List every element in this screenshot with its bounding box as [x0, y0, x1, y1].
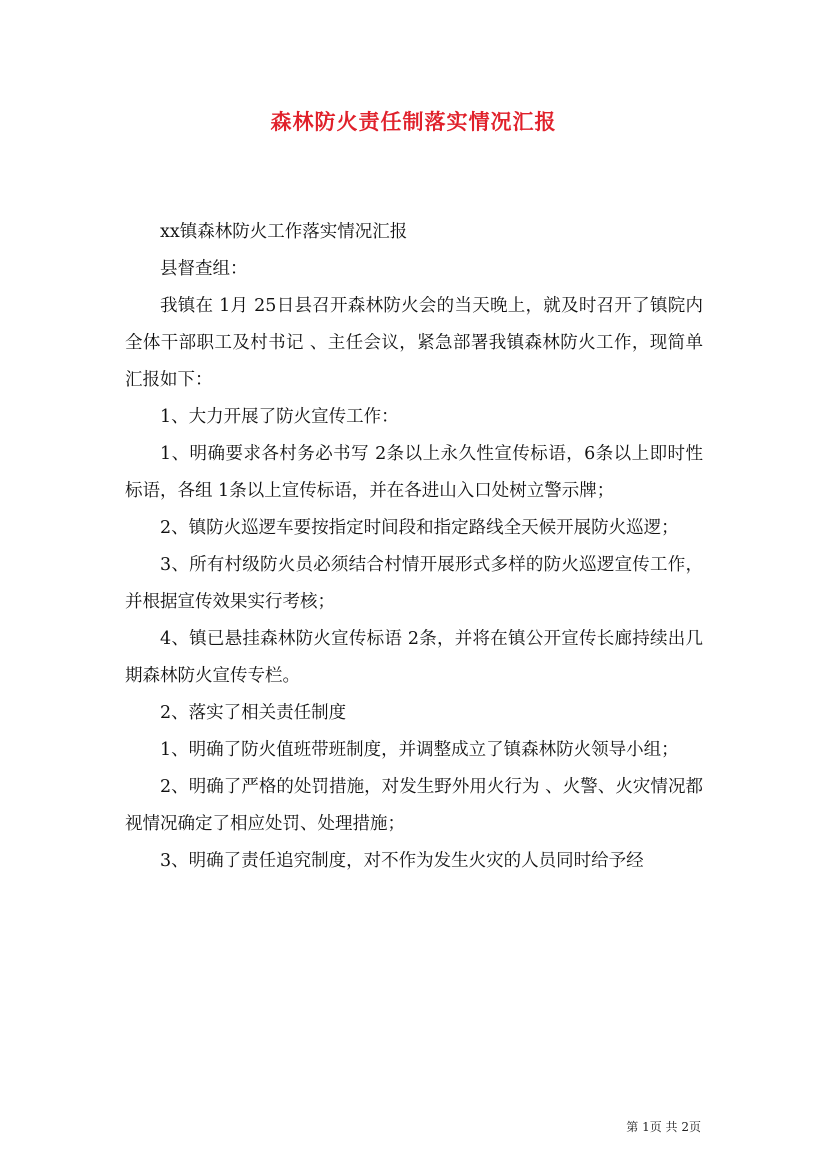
paragraph-item-1-1: 1、明确要求各村务必书写 2条以上永久性宣传标语，6条以上即时性标语，各组 1条以上宣传标语，并在各进山入口处树立警示牌； [125, 444, 703, 501]
document-title: 森林防火责任制落实情况汇报 [270, 109, 557, 134]
section-heading-2: 2、落实了相关责任制度 [160, 703, 347, 723]
paragraph-heading: xx镇森林防火工作落实情况汇报 [160, 222, 408, 242]
paragraph-item-1-3: 3、所有村级防火员必须结合村情开展形式多样的防火巡逻宣传工作，并根据宣传效果实行考核； [125, 555, 703, 612]
paragraph-salutation: 县督查组： [160, 259, 248, 279]
paragraph-item-1-4: 4、镇已悬挂森林防火宣传标语 2条，并将在镇公开宣传长廊持续出几期森林防火宣传专栏。 [125, 629, 703, 686]
page-number-footer: 第 1页 共 2页 [626, 1120, 701, 1134]
paragraph-item-2-3: 3、明确了责任追究制度，对不作为发生火灾的人员同时给予经 [160, 851, 644, 871]
paragraph-item-1-2: 2、镇防火巡逻车要按指定时间段和指定路线全天候开展防火巡逻； [160, 518, 679, 538]
paragraph-item-2-1: 1、明确了防火值班带班制度，并调整成立了镇森林防火领导小组； [160, 740, 679, 760]
section-heading-1: 1、大力开展了防火宣传工作： [160, 407, 399, 427]
paragraph-intro: 我镇在 1月 25日县召开森林防火会的当天晚上，就及时召开了镇院内全体干部职工及村书记 、主任会议，紧急部署我镇森林防火工作，现简单汇报如下： [125, 296, 703, 390]
paragraph-item-2-2: 2、明确了严格的处罚措施，对发生野外用火行为 、火警、火灾情况都视情况确定了相应处罚、处理措施； [125, 777, 703, 834]
document-body [125, 214, 703, 880]
